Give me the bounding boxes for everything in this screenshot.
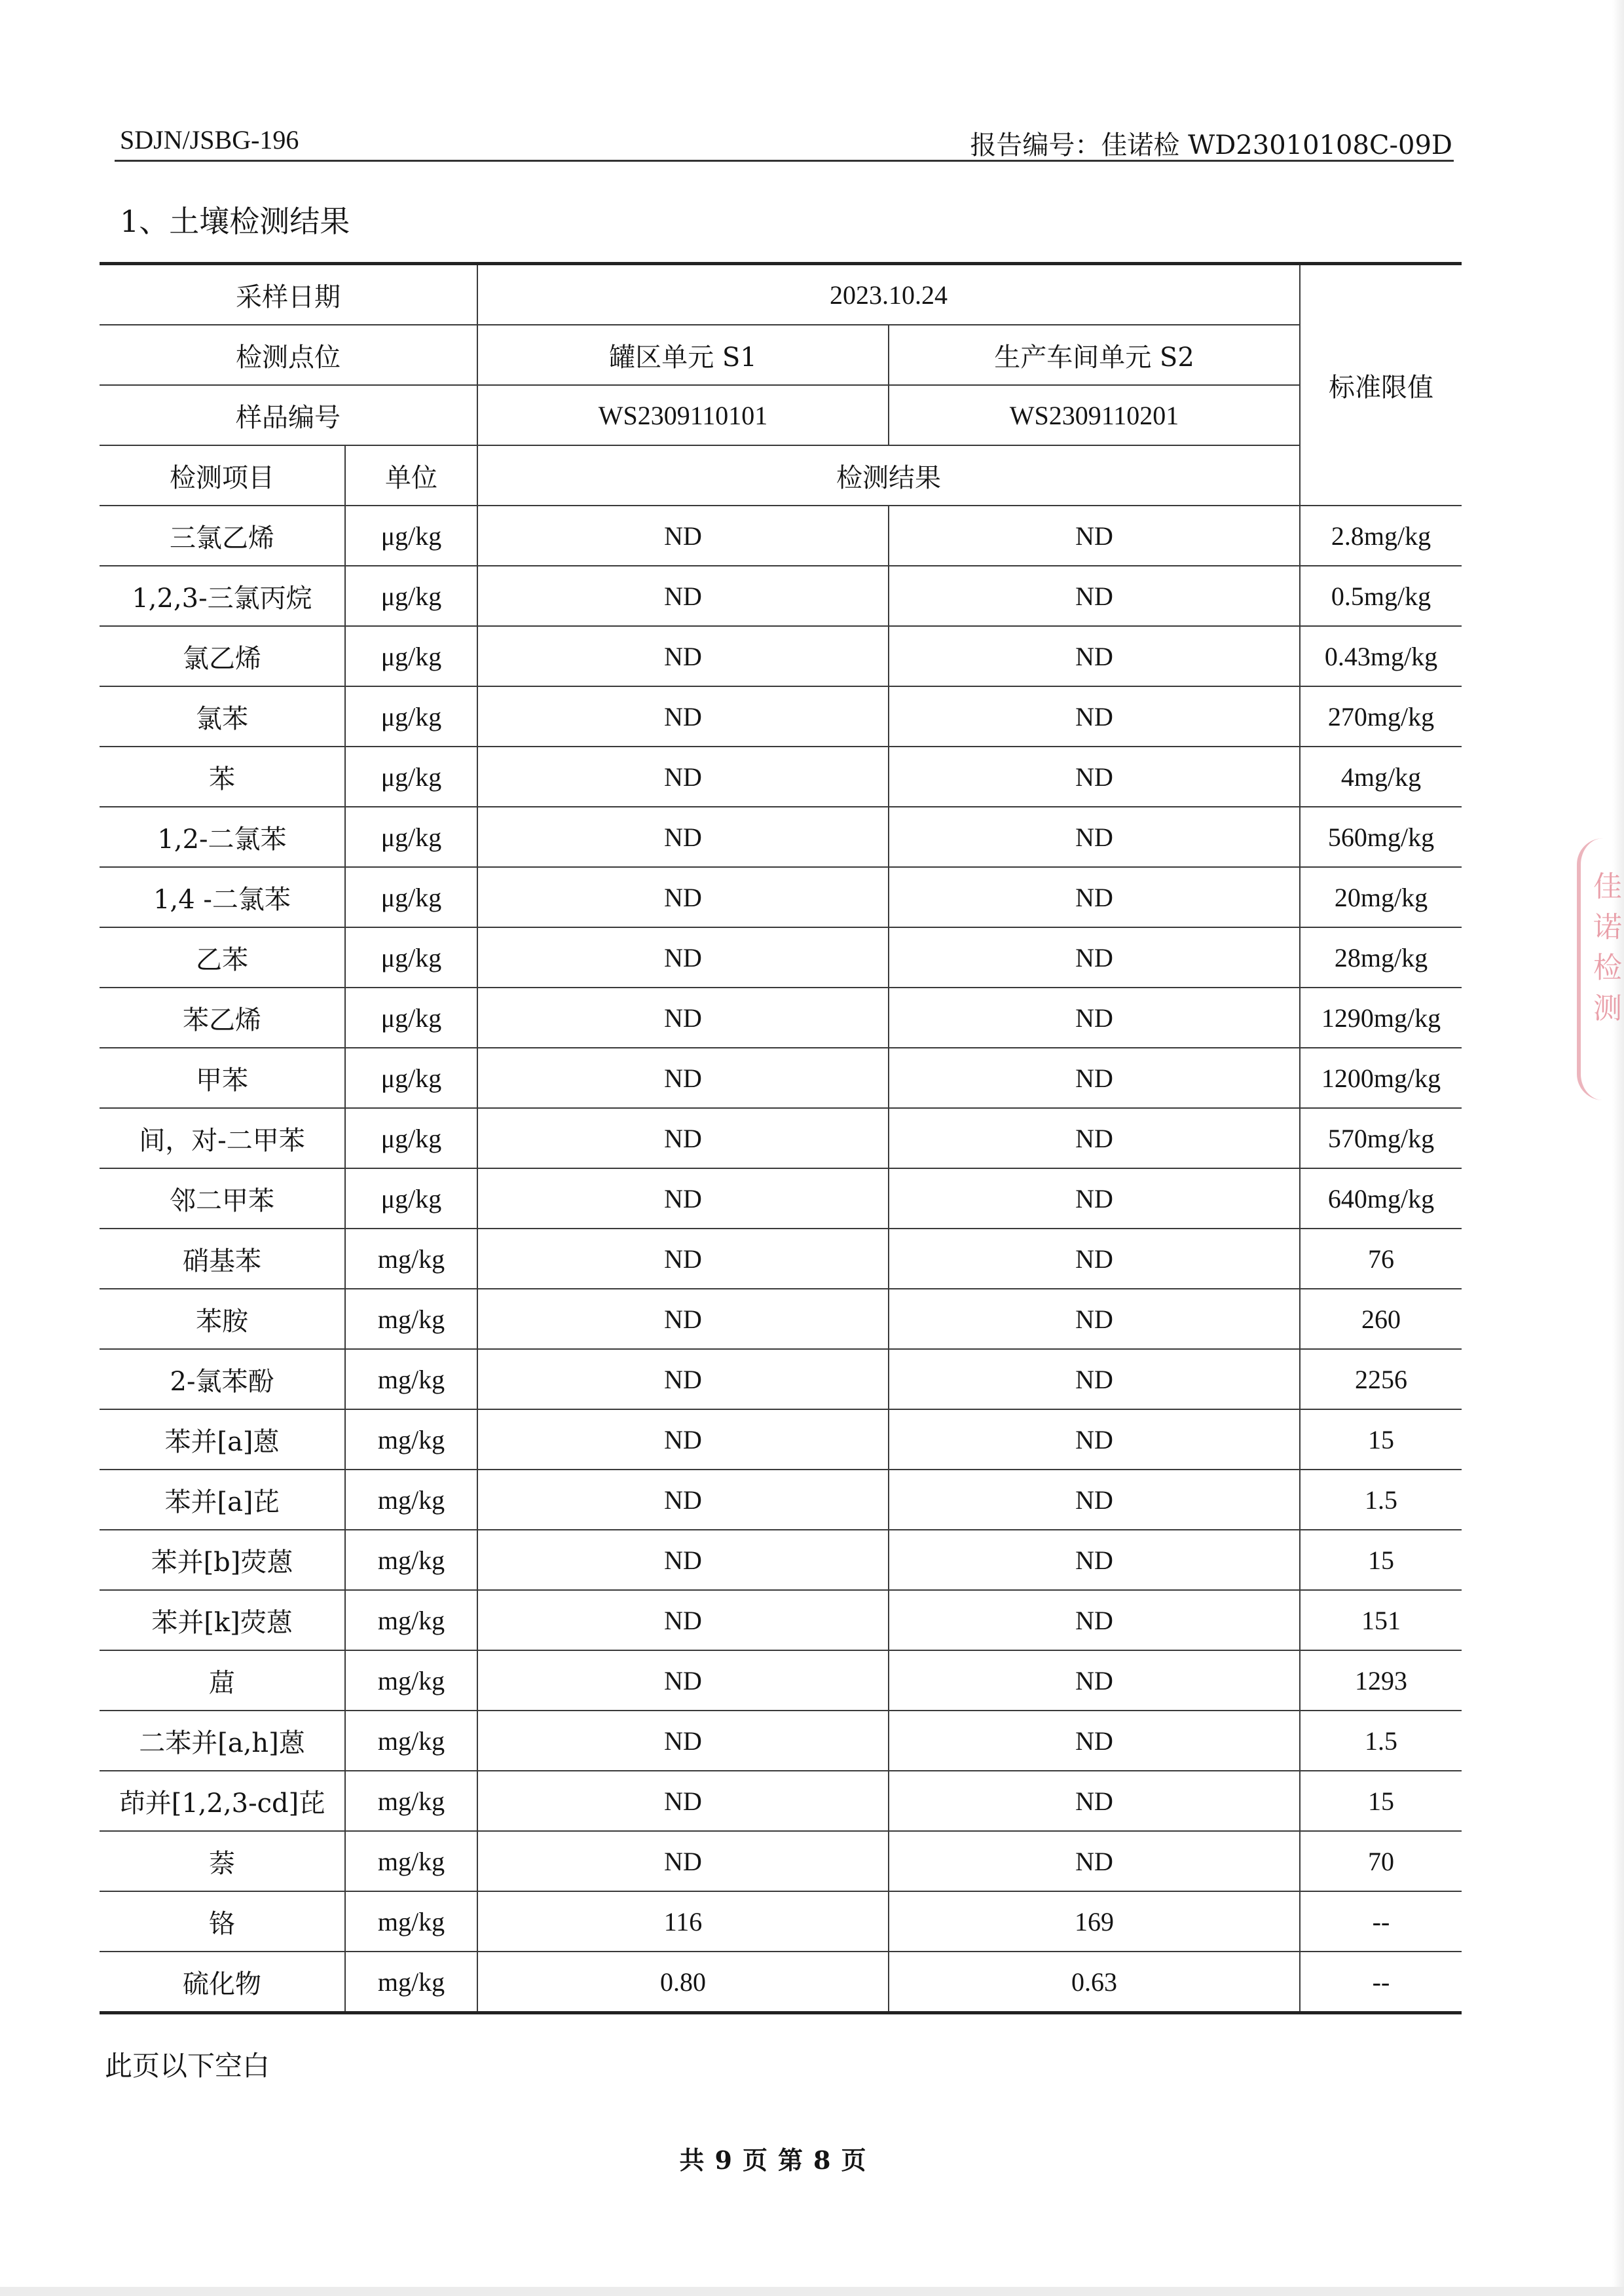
- result-s2: ND: [889, 747, 1300, 807]
- unit: μg/kg: [345, 747, 477, 807]
- test-item: 1,4 -二氯苯: [100, 867, 345, 927]
- unit: mg/kg: [345, 1711, 477, 1771]
- result-s2: ND: [889, 1831, 1300, 1891]
- result-s1: ND: [477, 1229, 889, 1289]
- unit-header: 单位: [345, 445, 477, 506]
- standard-limit: 15: [1300, 1530, 1462, 1590]
- standard-limit: 0.5mg/kg: [1300, 566, 1462, 626]
- test-item: 苯并[a]蒽: [100, 1409, 345, 1470]
- table-row: [100, 1168, 1462, 1229]
- standard-limit: 1200mg/kg: [1300, 1048, 1462, 1108]
- result-s2: ND: [889, 1108, 1300, 1168]
- result-s2: ND: [889, 686, 1300, 747]
- test-item: 1,2,3-三氯丙烷: [100, 566, 345, 626]
- table-row: [100, 1771, 1462, 1831]
- result-s1: ND: [477, 686, 889, 747]
- test-item: 氯乙烯: [100, 626, 345, 686]
- standard-limit: 640mg/kg: [1300, 1168, 1462, 1229]
- result-s2: ND: [889, 506, 1300, 566]
- unit: mg/kg: [345, 1650, 477, 1711]
- unit: mg/kg: [345, 1771, 477, 1831]
- standard-limit: --: [1300, 1952, 1462, 2013]
- page-edge-shadow: [1612, 0, 1624, 2296]
- result-s2: ND: [889, 988, 1300, 1048]
- test-item: 苯并[a]芘: [100, 1470, 345, 1530]
- standard-limit: 0.43mg/kg: [1300, 626, 1462, 686]
- unit: μg/kg: [345, 988, 477, 1048]
- table-row: [100, 1831, 1462, 1891]
- point-label: 检测点位: [100, 325, 477, 385]
- blank-page-note: 此页以下空白: [105, 2050, 270, 2082]
- results-table-body: [100, 264, 1462, 2013]
- unit: mg/kg: [345, 1831, 477, 1891]
- result-s2: ND: [889, 1048, 1300, 1108]
- test-item: 甲苯: [100, 1048, 345, 1108]
- standard-limit: 76: [1300, 1229, 1462, 1289]
- unit: μg/kg: [345, 1108, 477, 1168]
- standard-limit: 570mg/kg: [1300, 1108, 1462, 1168]
- result-s1: ND: [477, 1530, 889, 1590]
- report-number: 佳诺检 WD23010108C-09D: [1101, 130, 1452, 160]
- result-s1: ND: [477, 927, 889, 988]
- standard-limit: 560mg/kg: [1300, 807, 1462, 867]
- result-s1: ND: [477, 1168, 889, 1229]
- standard-limit: 1290mg/kg: [1300, 988, 1462, 1048]
- test-item: 三氯乙烯: [100, 506, 345, 566]
- result-s1: ND: [477, 1711, 889, 1771]
- unit: mg/kg: [345, 1470, 477, 1530]
- table-row: [100, 1650, 1462, 1711]
- test-item: 硫化物: [100, 1952, 345, 2013]
- unit: mg/kg: [345, 1349, 477, 1409]
- result-s1: ND: [477, 1590, 889, 1650]
- seal-stamp-text: 佳诺检测: [1588, 871, 1621, 1033]
- table-row: [100, 1952, 1462, 2013]
- unit: mg/kg: [345, 1590, 477, 1650]
- table-row: [100, 747, 1462, 807]
- unit: μg/kg: [345, 927, 477, 988]
- test-item: 乙苯: [100, 927, 345, 988]
- table-row: [100, 927, 1462, 988]
- table-row: [100, 506, 1462, 566]
- test-item: 间，对-二甲苯: [100, 1108, 345, 1168]
- header-rule: [115, 160, 1454, 162]
- sample-label: 样品编号: [100, 385, 477, 445]
- table-row: [100, 1590, 1462, 1650]
- result-s2: ND: [889, 1409, 1300, 1470]
- table-row: [100, 1711, 1462, 1771]
- item-header: 检测项目: [100, 445, 345, 506]
- result-s2: ND: [889, 807, 1300, 867]
- sampling-date-label: 采样日期: [100, 264, 477, 325]
- site-name: 生产车间单元 S2: [889, 325, 1300, 385]
- unit: μg/kg: [345, 1048, 477, 1108]
- result-s2: ND: [889, 1590, 1300, 1650]
- unit: μg/kg: [345, 867, 477, 927]
- unit: mg/kg: [345, 1229, 477, 1289]
- test-item: 苯: [100, 747, 345, 807]
- result-s2: ND: [889, 1229, 1300, 1289]
- standard-limit: 28mg/kg: [1300, 927, 1462, 988]
- page-number: 共 9 页 第 8 页: [679, 2145, 866, 2175]
- standard-limit: 15: [1300, 1409, 1462, 1470]
- test-item: 萘: [100, 1831, 345, 1891]
- test-item: 硝基苯: [100, 1229, 345, 1289]
- result-s1: ND: [477, 1831, 889, 1891]
- result-s2: 169: [889, 1891, 1300, 1952]
- result-s2: ND: [889, 626, 1300, 686]
- standard-limit: 4mg/kg: [1300, 747, 1462, 807]
- standard-limit: 1293: [1300, 1650, 1462, 1711]
- result-s1: ND: [477, 1771, 889, 1831]
- test-item: 苯乙烯: [100, 988, 345, 1048]
- result-s1: 0.80: [477, 1952, 889, 2013]
- result-s1: ND: [477, 988, 889, 1048]
- result-s1: ND: [477, 566, 889, 626]
- result-s1: ND: [477, 807, 889, 867]
- test-item: 2-氯苯酚: [100, 1349, 345, 1409]
- standard-limit: 270mg/kg: [1300, 686, 1462, 747]
- standard-limit: 2.8mg/kg: [1300, 506, 1462, 566]
- unit: mg/kg: [345, 1952, 477, 2013]
- table-row: [100, 1229, 1462, 1289]
- result-s1: ND: [477, 1048, 889, 1108]
- table-row: [100, 1289, 1462, 1349]
- test-item: 苯胺: [100, 1289, 345, 1349]
- report-number-label: 报告编号：: [970, 130, 1101, 160]
- standard-limit: --: [1300, 1891, 1462, 1952]
- standard-limit: 1.5: [1300, 1470, 1462, 1530]
- unit: μg/kg: [345, 1168, 477, 1229]
- test-item: 1,2-二氯苯: [100, 807, 345, 867]
- table-row: [100, 1349, 1462, 1409]
- table-row: [100, 1470, 1462, 1530]
- table-row: [100, 626, 1462, 686]
- sample-id: WS2309110201: [889, 385, 1300, 445]
- table-row: [100, 1048, 1462, 1108]
- result-s2: 0.63: [889, 1952, 1300, 2013]
- unit: mg/kg: [345, 1409, 477, 1470]
- test-item: 苯并[k]荧蒽: [100, 1590, 345, 1650]
- result-s1: ND: [477, 747, 889, 807]
- result-s2: ND: [889, 1650, 1300, 1711]
- unit: μg/kg: [345, 566, 477, 626]
- result-s2: ND: [889, 1470, 1300, 1530]
- table-row: [100, 385, 1462, 445]
- site-name: 罐区单元 S1: [477, 325, 889, 385]
- standard-limit: 20mg/kg: [1300, 867, 1462, 927]
- unit: mg/kg: [345, 1891, 477, 1952]
- table-row: [100, 686, 1462, 747]
- result-s1: ND: [477, 506, 889, 566]
- test-item: 邻二甲苯: [100, 1168, 345, 1229]
- table-row: [100, 867, 1462, 927]
- standard-limit: 15: [1300, 1771, 1462, 1831]
- section-title: 1、土壤检测结果: [120, 204, 350, 239]
- result-s1: ND: [477, 1650, 889, 1711]
- table-row: [100, 566, 1462, 626]
- test-item: 二苯并[a,h]蒽: [100, 1711, 345, 1771]
- result-s2: ND: [889, 867, 1300, 927]
- table-row: [100, 325, 1462, 385]
- standard-limit-header: 标准限值: [1300, 264, 1462, 506]
- result-s2: ND: [889, 927, 1300, 988]
- standard-limit: 151: [1300, 1590, 1462, 1650]
- report-number-line: [970, 124, 1452, 162]
- unit: mg/kg: [345, 1289, 477, 1349]
- test-item: 铬: [100, 1891, 345, 1952]
- table-row: [100, 1891, 1462, 1952]
- result-s1: ND: [477, 1409, 889, 1470]
- soil-results-table: [100, 262, 1462, 2014]
- result-s2: ND: [889, 566, 1300, 626]
- table-row: [100, 807, 1462, 867]
- unit: μg/kg: [345, 506, 477, 566]
- result-s1: ND: [477, 1108, 889, 1168]
- test-item: 氯苯: [100, 686, 345, 747]
- unit: mg/kg: [345, 1530, 477, 1590]
- standard-limit: 260: [1300, 1289, 1462, 1349]
- result-s1: ND: [477, 626, 889, 686]
- result-s2: ND: [889, 1289, 1300, 1349]
- result-s2: ND: [889, 1530, 1300, 1590]
- result-s1: 116: [477, 1891, 889, 1952]
- unit: μg/kg: [345, 807, 477, 867]
- page-bottom-shadow: [0, 2287, 1624, 2296]
- result-s1: ND: [477, 867, 889, 927]
- result-s2: ND: [889, 1168, 1300, 1229]
- table-row: [100, 1108, 1462, 1168]
- table-row: [100, 445, 1462, 506]
- unit: μg/kg: [345, 686, 477, 747]
- test-item: 苯并[b]荧蒽: [100, 1530, 345, 1590]
- result-s1: ND: [477, 1470, 889, 1530]
- result-s2: ND: [889, 1771, 1300, 1831]
- table-row: [100, 1530, 1462, 1590]
- standard-limit: 2256: [1300, 1349, 1462, 1409]
- result-s2: ND: [889, 1349, 1300, 1409]
- standard-limit: 70: [1300, 1831, 1462, 1891]
- standard-limit: 1.5: [1300, 1711, 1462, 1771]
- result-s2: ND: [889, 1711, 1300, 1771]
- result-s1: ND: [477, 1289, 889, 1349]
- test-item: 茚并[1,2,3-cd]芘: [100, 1771, 345, 1831]
- table-row: [100, 264, 1462, 325]
- result-s1: ND: [477, 1349, 889, 1409]
- result-header: 检测结果: [477, 445, 1300, 506]
- sampling-date: 2023.10.24: [477, 264, 1300, 325]
- doc-code: SDJN/JSBG-196: [120, 125, 299, 155]
- table-row: [100, 988, 1462, 1048]
- sample-id: WS2309110101: [477, 385, 889, 445]
- table-row: [100, 1409, 1462, 1470]
- test-item: 䓛: [100, 1650, 345, 1711]
- unit: μg/kg: [345, 626, 477, 686]
